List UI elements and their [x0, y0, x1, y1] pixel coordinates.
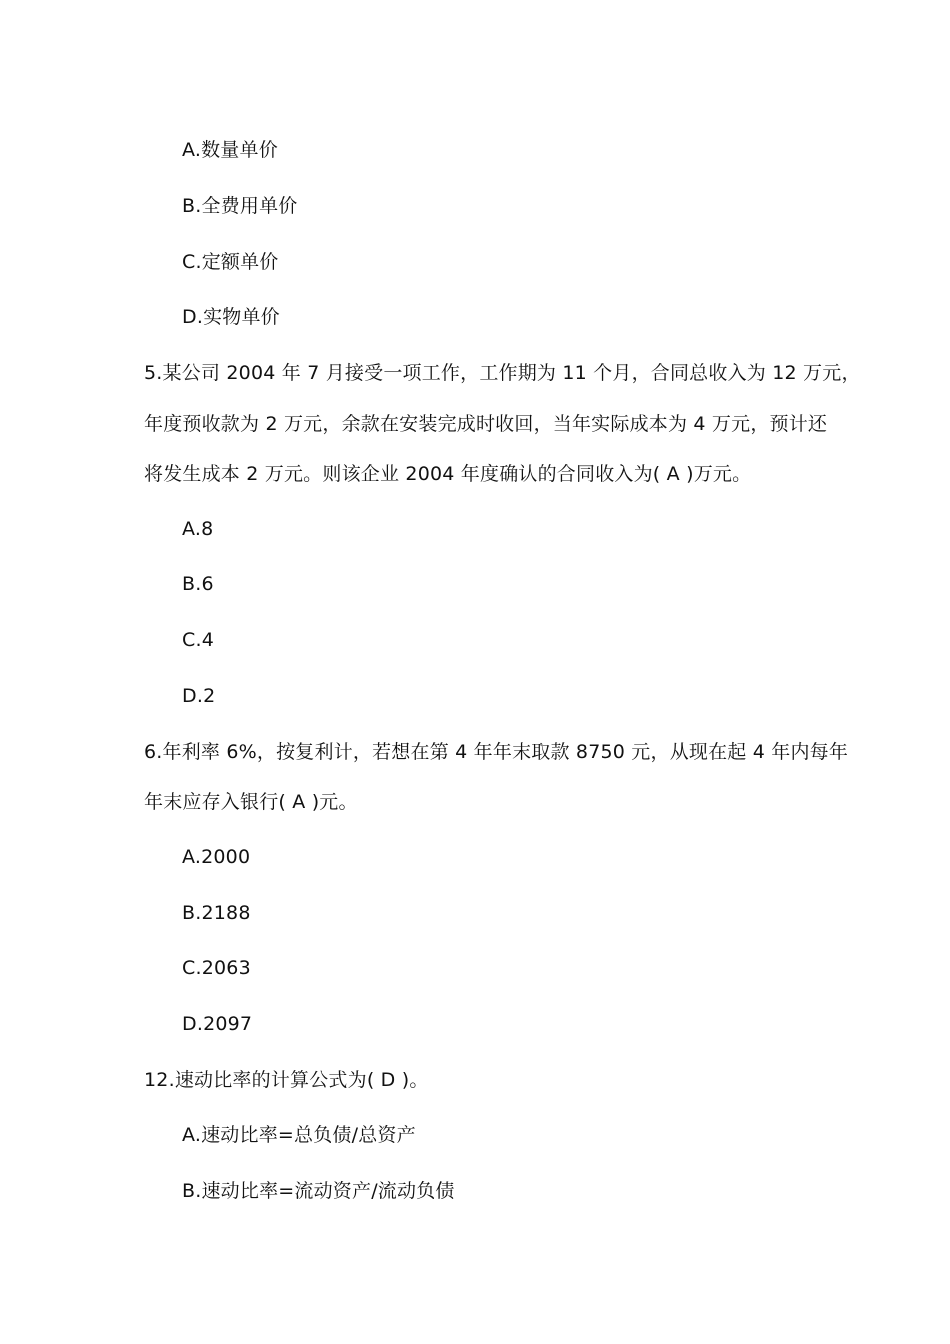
q4-option-a: A.数量单价: [182, 139, 278, 161]
q5-option-b: B.6: [182, 573, 214, 595]
q6-option-c: C.2063: [182, 957, 251, 979]
q5-option-c: C.4: [182, 629, 214, 651]
q6-option-a: A.2000: [182, 846, 251, 868]
q12-option-b: B.速动比率=流动资产/流动负债: [182, 1180, 455, 1202]
q6-text-line-2: 年末应存入银行( A )元。: [144, 791, 358, 813]
q6-option-b: B.2188: [182, 902, 251, 924]
q5-option-a: A.8: [182, 518, 214, 540]
q6-option-d: D.2097: [182, 1013, 253, 1035]
q5-option-d: D.2: [182, 685, 216, 707]
q4-option-d: D.实物单价: [182, 306, 280, 328]
q5-text-line-3: 将发生成本 2 万元。则该企业 2004 年度确认的合同收入为( A )万元。: [144, 463, 752, 485]
q6-text-line-1: 6.年利率 6%，按复利计，若想在第 4 年年末取款 8750 元，从现在起 4 年内每年: [144, 741, 849, 763]
q4-option-b: B.全费用单价: [182, 195, 298, 217]
q5-text-line-2: 年度预收款为 2 万元，余款在安装完成时收回，当年实际成本为 4 万元，预计还: [144, 413, 828, 435]
q12-option-a: A.速动比率=总负债/总资产: [182, 1124, 416, 1146]
q4-option-c: C.定额单价: [182, 251, 279, 273]
q5-text-line-1: 5.某公司 2004 年 7 月接受一项工作，工作期为 11 个月，合同总收入为 12 万元，: [144, 362, 861, 384]
q12-text-line-1: 12.速动比率的计算公式为( D )。: [144, 1069, 429, 1091]
